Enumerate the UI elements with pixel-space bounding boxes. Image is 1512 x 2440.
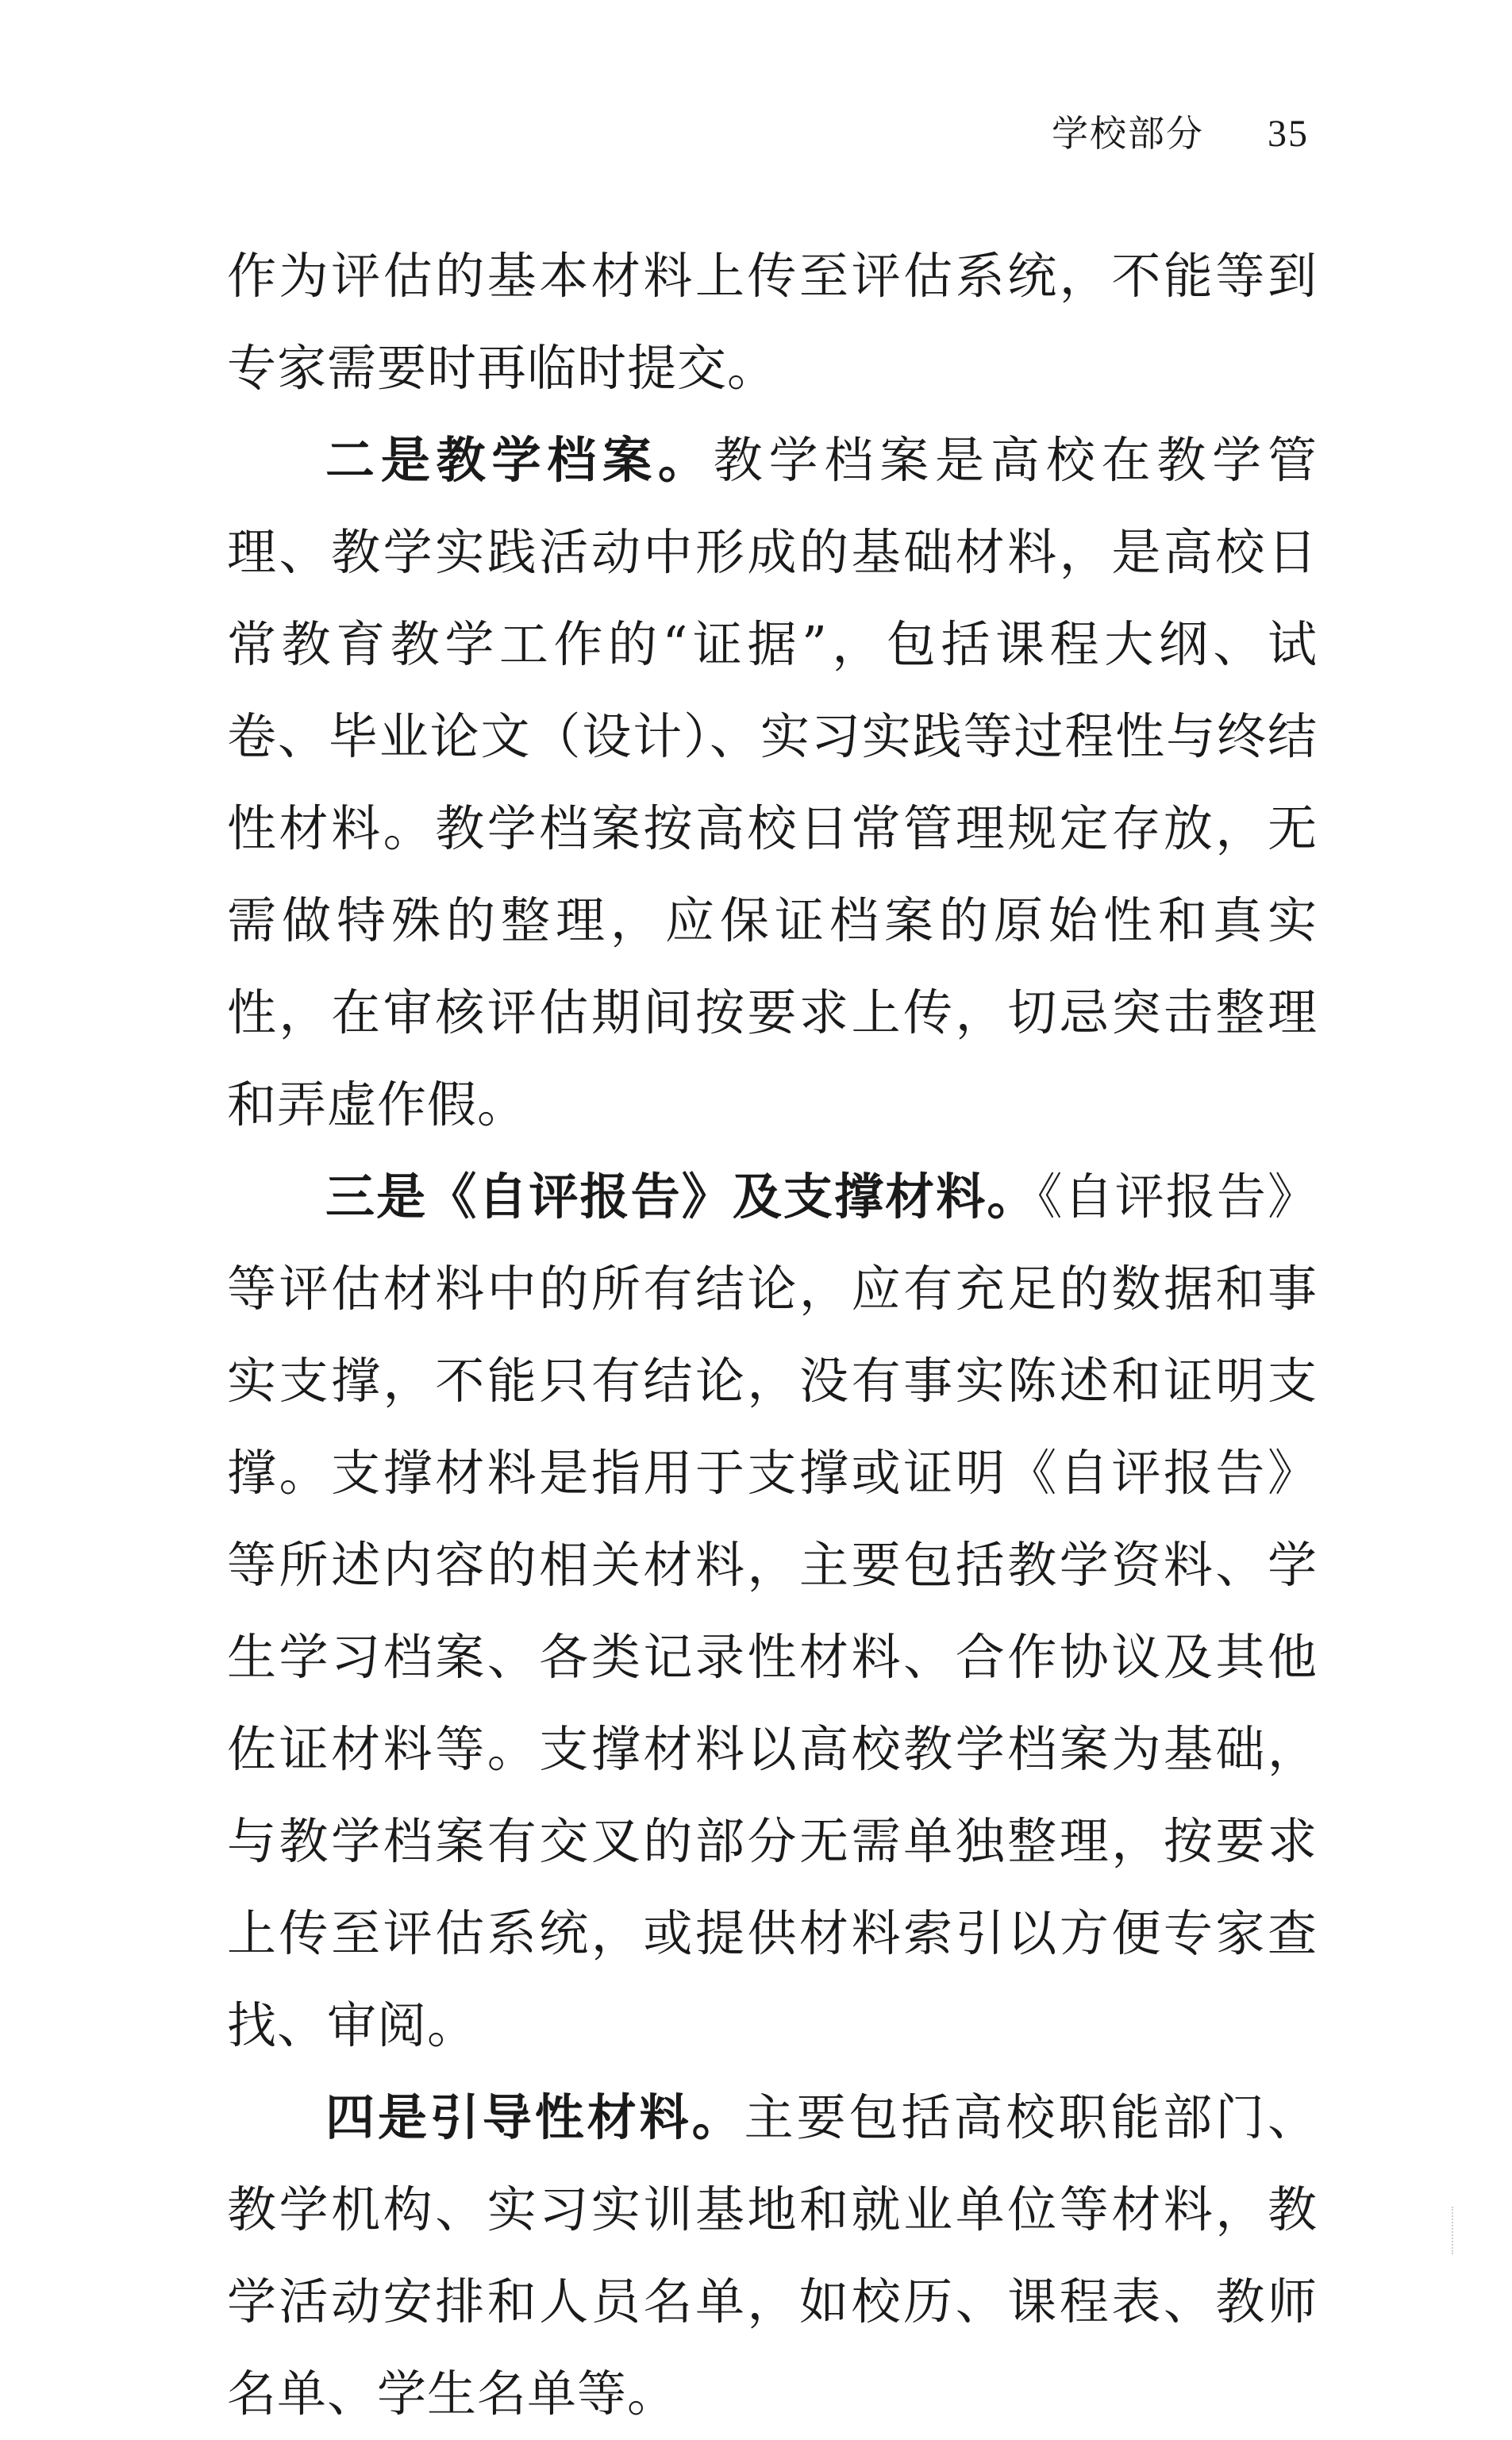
scan-artifact [1452, 2207, 1456, 2254]
running-header [1052, 105, 1309, 157]
page-number: 35 [1268, 113, 1309, 155]
paragraph-guiding-materials [227, 2072, 1318, 2440]
paragraph-teaching-archives [227, 414, 1318, 1151]
paragraph-lead: 四是引导性材料。 [325, 2088, 744, 2146]
paragraph-text: 作为评估的基本材料上传至评估系统，不能等到专家需要时再临时提交。 [227, 247, 1318, 397]
paragraph-text: 主要包括高校职能部门、教学机构、实习实训基地和就业单位等材料，教学活动安排和人员名单，如校历、课程表、教师名单、学生名单等。 [227, 2088, 1318, 2423]
paragraph-self-evaluation-report [227, 1151, 1318, 2072]
paragraph-lead: 二是教学档案。 [325, 431, 714, 489]
paragraph-text: 教学档案是高校在教学管理、教学实践活动中形成的基础材料，是高校日常教育教学工作的“证据”，包括课程大纲、试卷、毕业论文（设计）、实习实践等过程性与终结性材料。教学档案按高校日常管理规定存放，无需做特殊的整理，应保证档案的原始性和真实性，在审核评估期间按要求上传，切忌突击整理和弄虚作假。 [227, 431, 1318, 1133]
section-title: 学校部分 [1052, 112, 1204, 155]
paragraph-continuation [227, 230, 1318, 414]
paragraph-lead: 三是《自评报告》及支撑材料。 [325, 1168, 1038, 1226]
paragraph-text: 《自评报告》等评估材料中的所有结论，应有充足的数据和事实支撑，不能只有结论，没有事实陈述和证明支撑。支撑材料是指用于支撑或证明《自评报告》等所述内容的相关材料，主要包括教学资料、学生学习档案、各类记录性材料、合作协议及其他佐证材料等。支撑材料以高校教学档案为基础，与教学档案有交叉的部分无需单独整理，按要求上传至评估系统，或提供材料索引以方便专家查找、审阅。 [227, 1168, 1318, 2054]
body-text [227, 230, 1318, 2440]
